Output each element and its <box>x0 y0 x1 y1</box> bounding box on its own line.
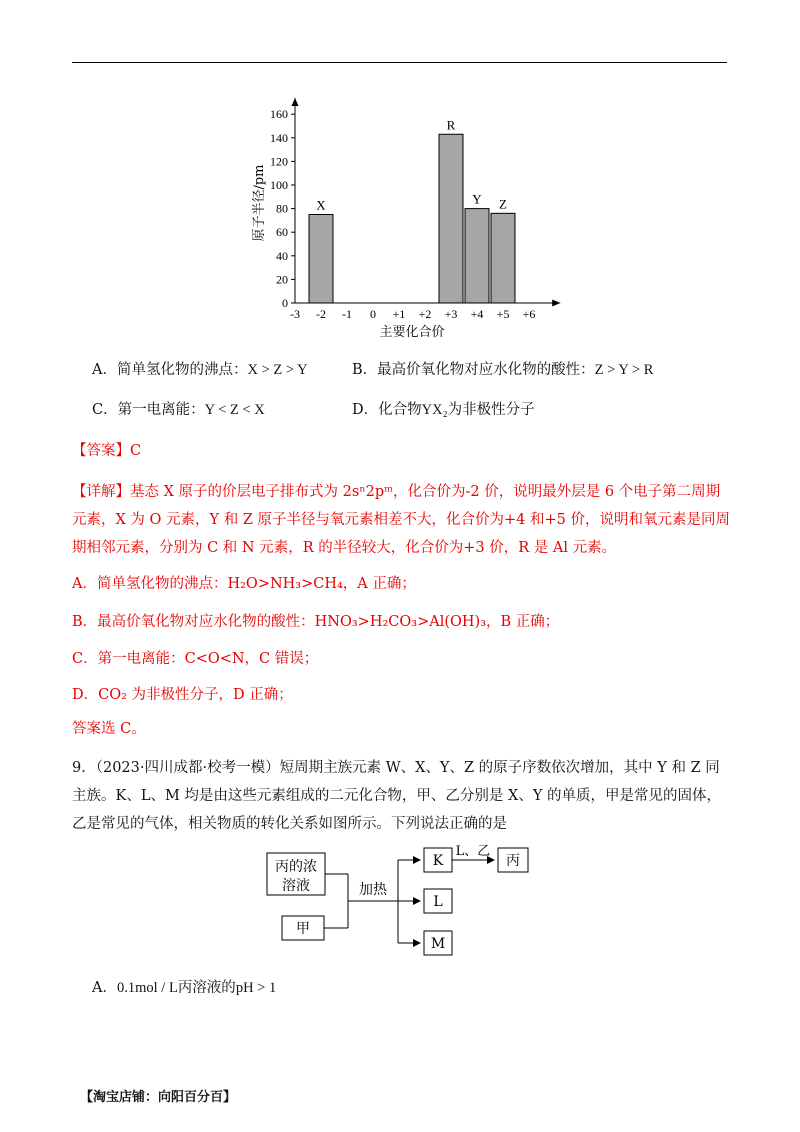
k-label: K <box>432 853 444 869</box>
q9-option-a: A．0.1mol / L丙溶液的pH > 1 <box>92 980 277 996</box>
option-a: A．简单氢化物的沸点：X > Z > Y <box>92 362 308 378</box>
footer-shop: 【淘宝店铺：向阳百分百】 <box>80 1090 237 1105</box>
x-tick-label: +2 <box>418 307 432 321</box>
y-axis-title: 原子半径/pm <box>252 164 267 242</box>
detail-d: D．CO₂ 为非极性分子，D 正确； <box>72 687 293 703</box>
m-label: M <box>430 936 446 952</box>
detail-conclusion: 答案选 C。 <box>72 721 146 737</box>
y-tick-label: 80 <box>276 201 288 216</box>
bar-label-r: R <box>446 117 456 133</box>
bar-z <box>491 213 515 303</box>
l-label: L <box>433 894 443 910</box>
bar-label-y: Y <box>472 191 482 207</box>
box-jia-label: 甲 <box>296 921 310 937</box>
x-axis-title: 主要化合价 <box>379 325 445 340</box>
option-d: D．化合物YX₂为非极性分子 <box>352 402 535 418</box>
bing-label: 丙 <box>506 853 520 869</box>
x-tick-label: +4 <box>470 307 484 321</box>
box1-line1: 丙的浓 <box>275 859 317 875</box>
y-tick-label: 140 <box>270 130 288 145</box>
detail-paragraph: 【详解】基态 X 原子的价层电子排布式为 2sⁿ2pᵐ，化合价为-2 价，说明最外层是 6 个电子第二周期元素，X 为 O 元素，Y 和 Z 原子半径与氧元素相差不大，化合价为+4 和+5 价，说明和氧元素是同周期相邻元素，分别为 C 和 N 元素，R 的半径较大，化合价为+3 价，R 是 Al 元素。 <box>72 484 730 556</box>
box1-line2: 溶液 <box>282 878 310 894</box>
radius-bar-chart <box>250 88 570 348</box>
x-tick-label: +3 <box>444 307 458 321</box>
y-tick-label: 0 <box>282 296 288 310</box>
x-tick-label: +1 <box>392 307 406 321</box>
bar-x <box>309 215 333 304</box>
bar-label-z: Z <box>499 196 507 212</box>
header-rule <box>72 62 727 63</box>
x-tick-label: +5 <box>496 307 510 321</box>
heat-label: 加热 <box>359 882 387 898</box>
detail-c: C．第一电离能：C<O<N，C 错误； <box>72 651 319 667</box>
bar-label-x: X <box>316 197 326 213</box>
option-b: B．最高价氧化物对应水化物的酸性：Z > Y > R <box>352 362 654 378</box>
option-c: C．第一电离能：Y < Z < X <box>92 402 265 418</box>
bar-y <box>465 209 489 303</box>
x-axis-arrow <box>552 300 560 307</box>
y-tick-label: 60 <box>276 225 288 240</box>
y-tick-label: 40 <box>276 248 288 263</box>
bar-r <box>439 134 463 303</box>
arrow-reagents-label: L、乙 <box>455 844 491 859</box>
x-tick-label: -1 <box>342 307 352 321</box>
y-axis-arrow <box>292 98 299 106</box>
x-tick-label: -2 <box>316 307 326 321</box>
detail-b: B．最高价氧化物对应水化物的酸性：HNO₃>H₂CO₃>Al(OH)₃，B 正确； <box>72 614 560 630</box>
conversion-diagram <box>250 838 550 963</box>
x-tick-label: 0 <box>370 307 376 321</box>
x-tick-label: +6 <box>522 307 536 321</box>
answer-label: 【答案】C <box>72 443 142 459</box>
question-9-stem: 9．（2023·四川成都·校考一模）短周期主族元素 W、X、Y、Z 的原子序数依次增加，其中 Y 和 Z 同主族。K、L、M 均是由这些元素组成的二元化合物，甲、乙分别是 X、Y 的单质，甲是常见的固体，乙是常见的气体，相关物质的转化关系如图所示。下列说法正确的是 <box>72 760 722 832</box>
y-tick-label: 100 <box>270 178 288 192</box>
y-tick-label: 120 <box>270 154 288 169</box>
y-tick-label: 160 <box>270 107 288 122</box>
detail-a: A．简单氢化物的沸点：H₂O>NH₃>CH₄，A 正确； <box>72 576 416 592</box>
x-tick-label: -3 <box>290 307 300 321</box>
y-tick-label: 20 <box>276 272 288 287</box>
